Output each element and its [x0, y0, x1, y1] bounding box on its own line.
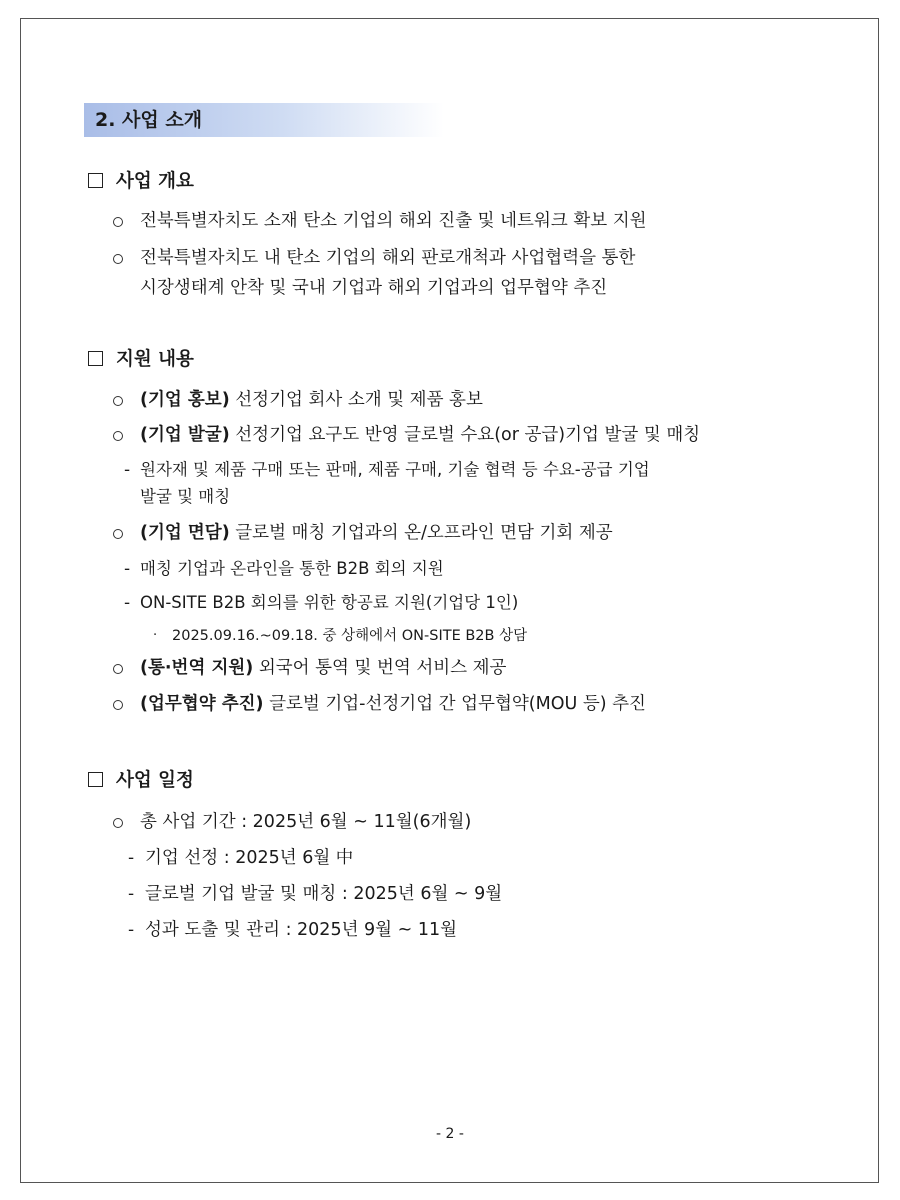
circle-bullet-icon — [113, 818, 123, 828]
page-number: - 2 - — [436, 1126, 464, 1142]
support-subitem: ON-SITE B2B 회의를 위한 항공료 지원(기업당 1인) — [140, 593, 519, 612]
circle-bullet-icon — [113, 700, 123, 710]
support-item-promo: (기업 홍보) 선정기업 회사 소개 및 제품 홍보 — [140, 390, 483, 410]
schedule-step: 성과 도출 및 관리 : 2025년 9월 ~ 11월 — [145, 920, 458, 940]
circle-bullet-icon — [113, 431, 123, 441]
schedule-step: 글로벌 기업 발굴 및 매칭 : 2025년 6월 ~ 9월 — [145, 884, 503, 904]
overview-item: 전북특별자치도 소재 탄소 기업의 해외 진출 및 네트워크 확보 지원 — [140, 211, 647, 231]
middot-bullet: · — [153, 628, 158, 643]
circle-bullet-icon — [113, 664, 123, 674]
schedule-total: 총 사업 기간 : 2025년 6월 ~ 11월(6개월) — [140, 812, 472, 832]
support-item-discovery: (기업 발굴) 선정기업 요구도 반영 글로벌 수요(or 공급)기업 발굴 및 매칭 — [140, 425, 701, 445]
overview-item: 전북특별자치도 내 탄소 기업의 해외 판로개척과 사업협력을 통한 — [140, 248, 636, 268]
support-detail: 2025.09.16.~09.18. 중 상해에서 ON-SITE B2B 상담 — [172, 628, 528, 644]
dash-bullet: - — [124, 593, 131, 613]
checkbox-square-icon — [88, 772, 103, 787]
circle-bullet-icon — [113, 396, 123, 406]
overview-item-continuation: 시장생태계 안착 및 국내 기업과 해외 기업과의 업무협약 추진 — [140, 278, 608, 298]
dash-bullet: - — [128, 920, 135, 940]
section-title-overview: 사업 개요 — [88, 169, 194, 195]
support-subitem: 원자재 및 제품 구매 또는 판매, 제품 구매, 기술 협력 등 수요-공급 기업 — [140, 460, 650, 479]
dash-bullet: - — [128, 848, 135, 868]
dash-bullet: - — [124, 460, 131, 480]
support-item-meeting: (기업 면담) 글로벌 매칭 기업과의 온/오프라인 면담 기회 제공 — [140, 523, 613, 543]
dash-bullet: - — [124, 559, 131, 579]
circle-bullet-icon — [113, 217, 123, 227]
support-item-mou: (업무협약 추진) 글로벌 기업-선정기업 간 업무협약(MOU 등) 추진 — [140, 694, 646, 714]
dash-bullet: - — [128, 884, 135, 904]
section-title-support: 지원 내용 — [88, 347, 194, 373]
circle-bullet-icon — [113, 254, 123, 264]
schedule-step: 기업 선정 : 2025년 6월 中 — [145, 848, 354, 868]
support-subitem: 매칭 기업과 온라인을 통한 B2B 회의 지원 — [140, 559, 444, 578]
section-heading: 2. 사업 소개 — [95, 109, 203, 131]
circle-bullet-icon — [113, 529, 123, 539]
support-subitem-continuation: 발굴 및 매칭 — [140, 487, 231, 506]
section-title-schedule: 사업 일정 — [88, 768, 194, 794]
checkbox-square-icon — [88, 173, 103, 188]
checkbox-square-icon — [88, 351, 103, 366]
support-item-translation: (통·번역 지원) 외국어 통역 및 번역 서비스 제공 — [140, 658, 507, 678]
